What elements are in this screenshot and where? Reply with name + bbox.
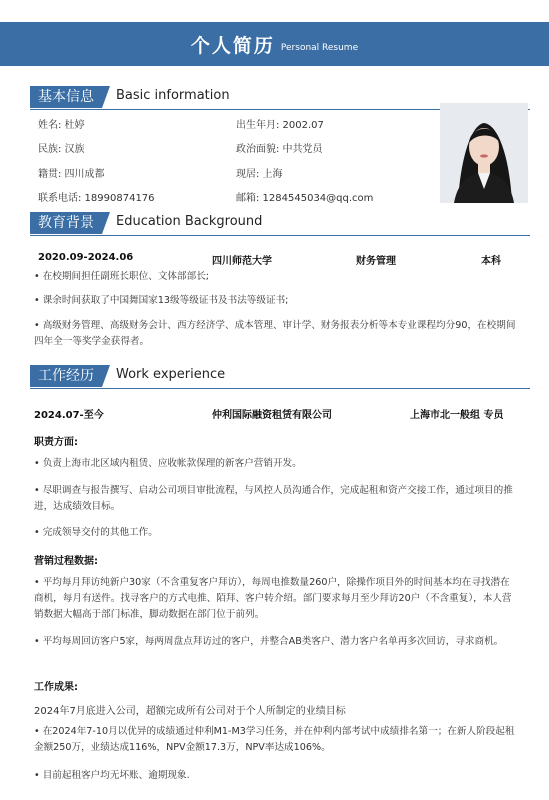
section-title-cn: 工作经历 (30, 365, 102, 387)
resume-subtitle: Personal Resume (280, 43, 359, 53)
section-title-cn: 教育背景 (30, 212, 102, 234)
field-native: 籍贯: 四川成都 (38, 169, 105, 180)
field-email: 邮箱: 1284545034@qq.com (236, 193, 374, 204)
section-title-cn: 基本信息 (30, 86, 102, 108)
resume-title: 个人简历 (190, 34, 275, 57)
result-item: • 目前起租客户均无坏账、逾期现象. (34, 770, 190, 781)
resume-header (0, 22, 549, 66)
field-residence: 现居: 上海 (236, 169, 283, 180)
work-period: 2024.07-至今 (34, 410, 104, 421)
edu-item: • 高级财务管理、高级财务会计、西方经济学、成本管理、审计学、财务报表分析等本专业课程均分90，在校期间四年全一等奖学金获得者。 (34, 320, 516, 347)
section-work (30, 365, 530, 387)
edu-degree: 本科 (481, 256, 501, 267)
marketing-item: • 平均每周回访客户5家，每两周盘点拜访过的客户，并整合AB类客户、潜力客户名单再多次回访，寻求商机。 (34, 636, 504, 647)
marketing-item: • 平均每月拜访纯新户30家（不含重复客户拜访），每周电推数量260户，除操作项目外的时间基本均在寻找潜在商机，每月有送件。找寻客户的方式电推、陌拜、客户转介绍。部门要求每月至少拜访20户（不含重复），本人营销数据大幅高于部门标准，脚动数据在部门位于前列。 (34, 577, 512, 620)
field-ethnicity: 民族: 汉族 (38, 144, 85, 155)
duty-item: • 完成领导交付的其他工作。 (34, 527, 158, 538)
edu-period: 2020.09-2024.06 (38, 252, 134, 263)
edu-school: 四川师范大学 (212, 256, 272, 267)
field-birth: 出生年月: 2002.07 (236, 120, 324, 131)
profile-photo (440, 103, 528, 203)
results-intro: 2024年7月底进入公司，超额完成所有公司对于个人所制定的业绩目标 (34, 706, 346, 717)
top-strip (0, 0, 549, 22)
marketing-title: 营销过程数据: (34, 556, 98, 567)
result-item: • 在2024年7-10月以优异的成绩通过仲利M1-M3学习任务，并在仲利内部考试中成绩排名第一；在新人阶段起租金额250万，业绩达成116%，NPV金额17.3万，NPV率达成106%。 (34, 726, 515, 753)
field-name: 姓名: 杜婷 (38, 120, 85, 131)
section-divider (30, 235, 530, 236)
section-title-en: Education Background (116, 214, 263, 229)
duty-item: • 尽职调查与报告撰写、启动公司项目审批流程，与风控人员沟通合作，完成起租和资产交接工作，通过项目的推进，达成绩效目标。 (34, 485, 513, 512)
work-position: 上海市北一般组 专员 (410, 410, 504, 421)
duties-title: 职责方面: (34, 437, 78, 448)
edu-major: 财务管理 (356, 256, 396, 267)
field-phone: 联系电话: 18990874176 (38, 193, 155, 204)
duty-item: • 负责上海市北区域内租赁、应收帐款保理的新客户营销开发。 (34, 458, 302, 469)
section-title-en: Work experience (116, 367, 226, 382)
field-politics: 政治面貌: 中共党员 (236, 144, 323, 155)
section-title-en: Basic information (116, 88, 230, 103)
edu-item: • 在校期间担任副班长职位、文体部部长; (34, 271, 210, 282)
work-company: 仲利国际融资租赁有限公司 (212, 410, 332, 421)
edu-item: • 课余时间获取了中国舞国家13级等级证书及书法等级证书; (34, 295, 289, 306)
section-education (30, 212, 530, 234)
results-title: 工作成果: (34, 682, 78, 693)
section-divider (30, 388, 530, 389)
